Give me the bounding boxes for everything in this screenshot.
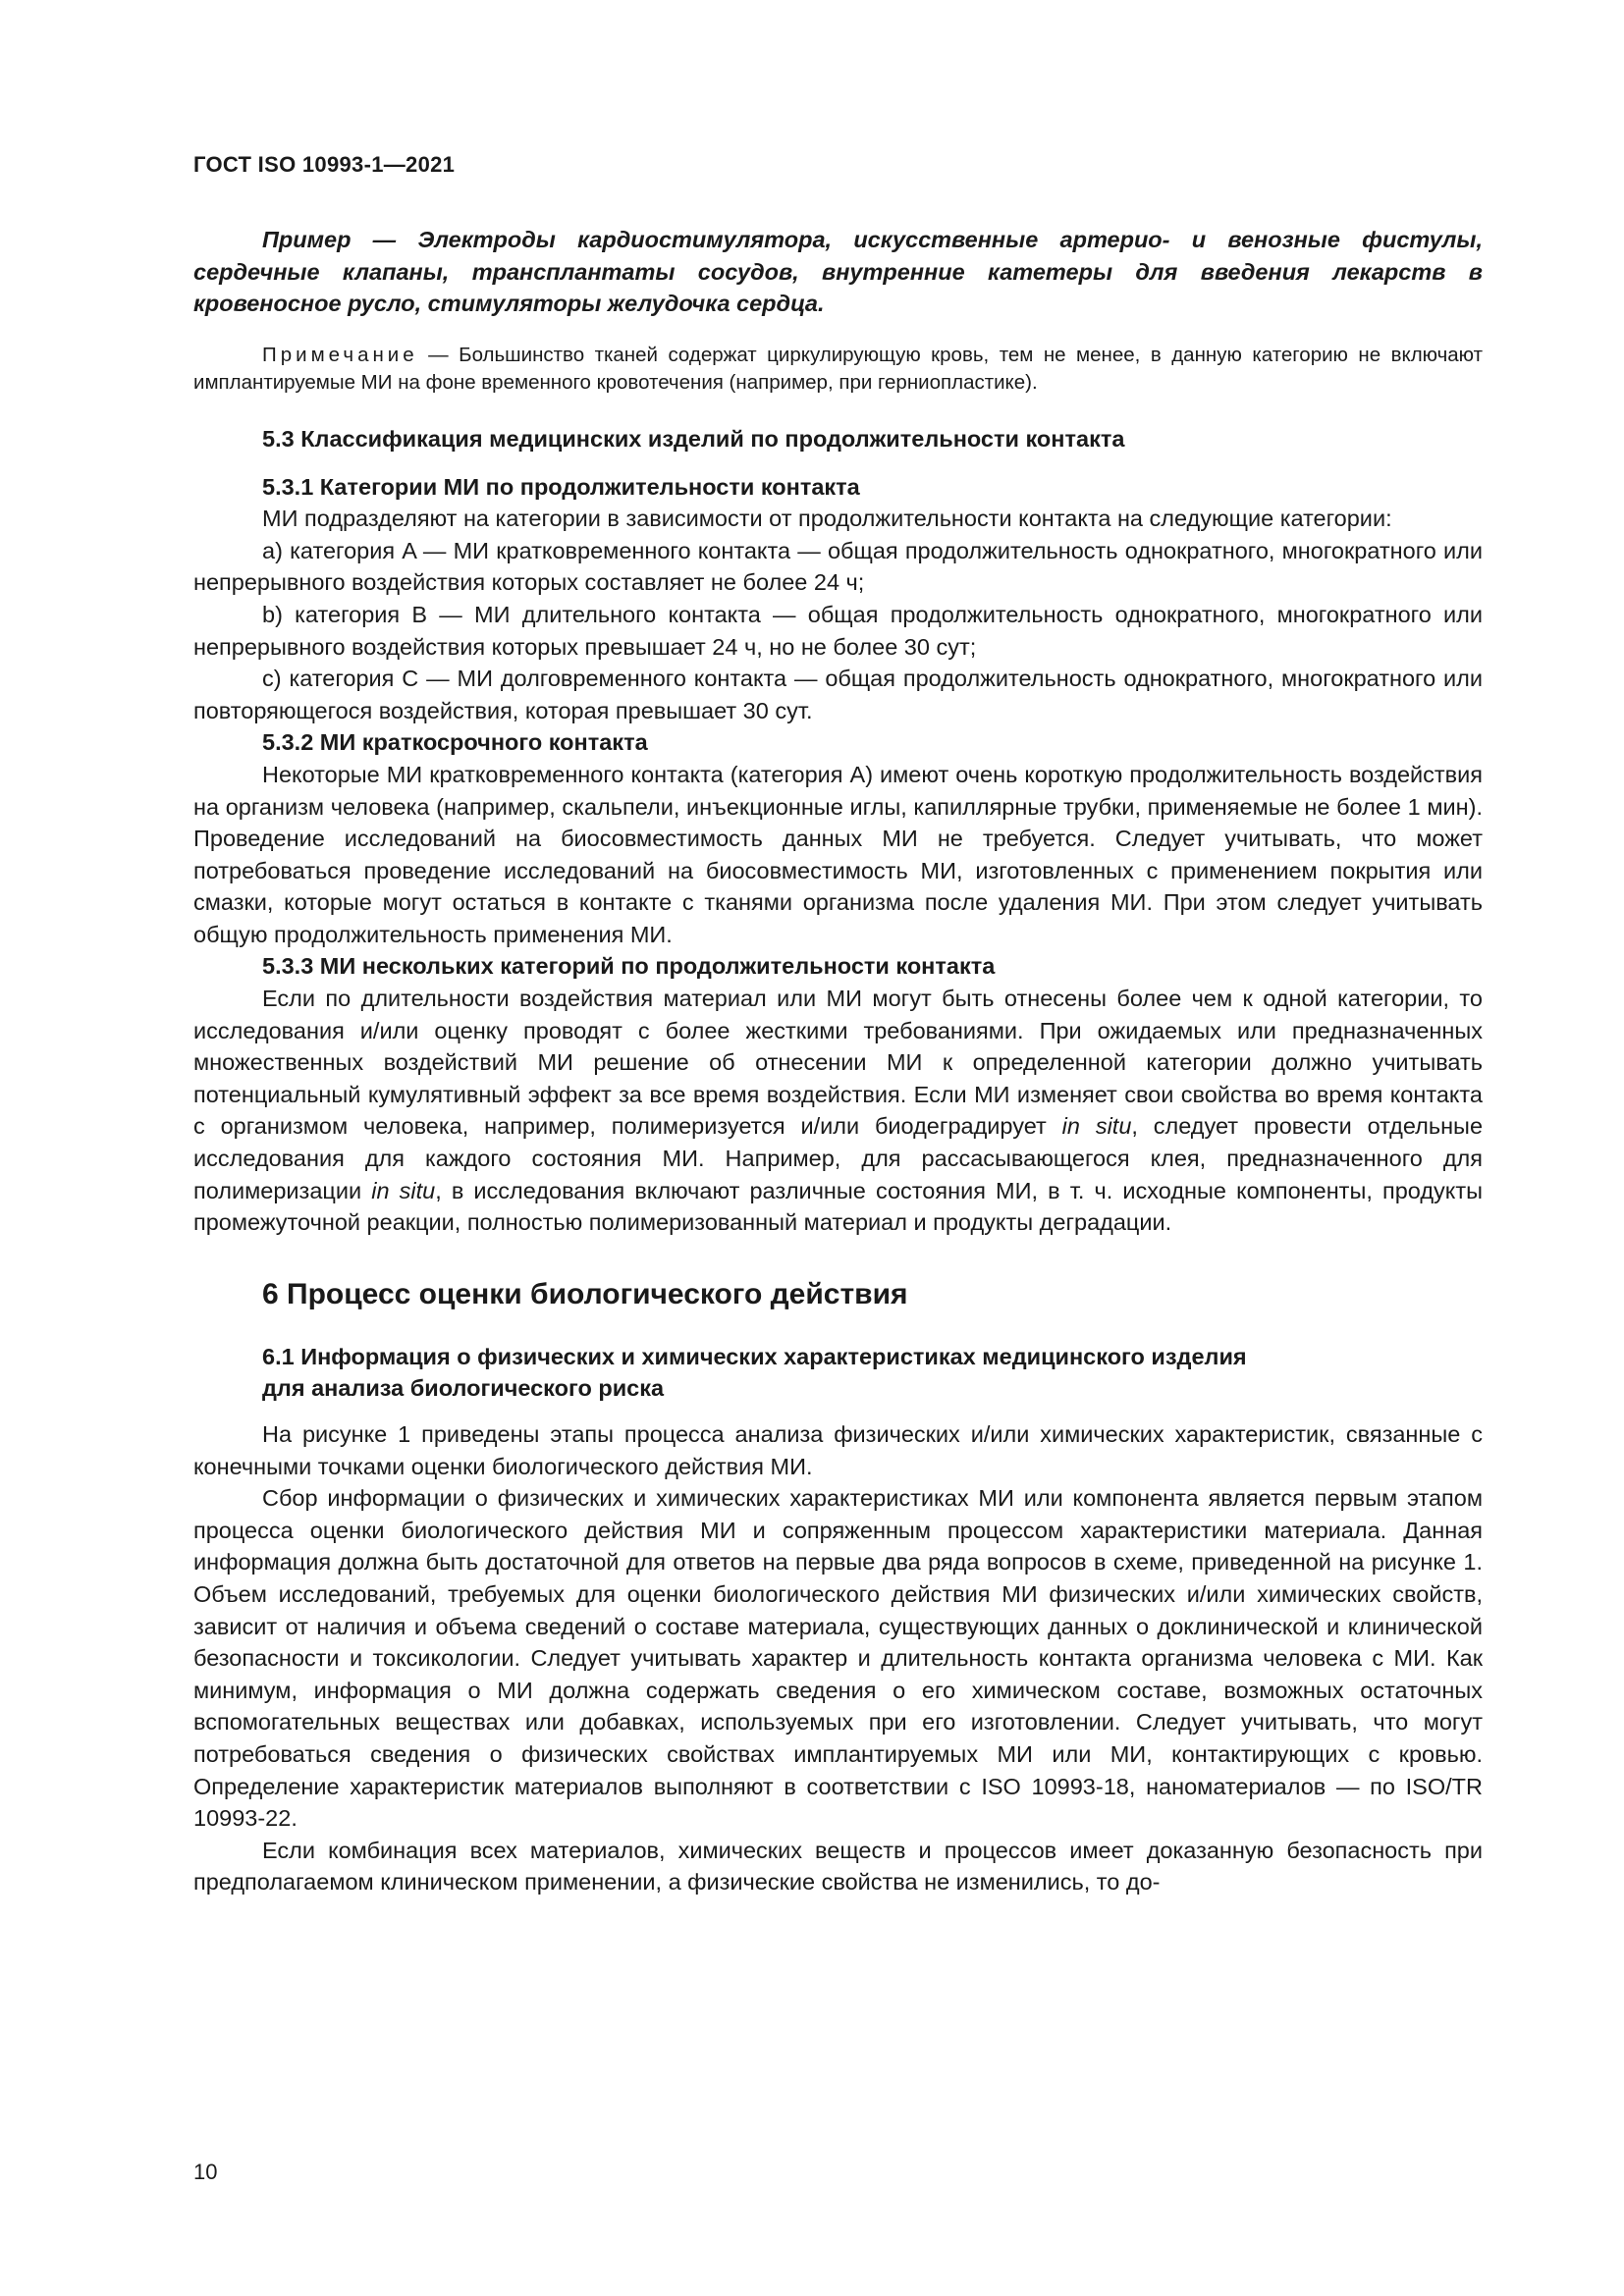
section-5-3-3-title: 5.3.3 МИ нескольких категорий по продолжительности контакта — [262, 953, 996, 980]
section-5-3-title: 5.3 Классификация медицинских изделий по продолжительности контакта — [262, 425, 1125, 452]
section-6-1-p1: На рисунке 1 приведены этапы процесса анализа физических и/или химических характеристик, связанные с конечными точками оценки биологического действия МИ. — [193, 1421, 1483, 1479]
example-paragraph: Пример — Электроды кардиостимулятора, искусственные артерио- и венозные фистулы, сердечные клапаны, трансплантаты сосудов, внутренние катетеры для введения лекарств в кровеносное русло, стимуляторы желудочка сердца. — [193, 227, 1483, 317]
note-paragraph — [193, 342, 1483, 398]
page-content — [193, 224, 1483, 1898]
section-6-1-title-line1: 6.1 Информация о физических и химических характеристиках медицинского изделия — [262, 1343, 1247, 1369]
category-c-item: c) категория C — МИ долговременного контакта — общая продолжительность однократного, многократного или повторяющегося воздействия, которая превышает 30 сут. — [193, 666, 1483, 723]
section-6-1-p2: Сбор информации о физических и химических характеристиках МИ или компонента является первым этапом процесса оценки биологического действия МИ и сопряженным процессом характеристики материала. Данная информация должна быть достаточной для ответов на первые два ряда вопросов в схеме, приведенной на рисунке 1. Объем исследований, требуемых для оценки биологического действия МИ физических и/или химических свойств, зависит от наличия и объема сведений о составе материала, существующих данных о доклинической и клинической безопасности и токсикологии. Следует учитывать характер и длительность контакта организма человека с МИ. Как минимум, информация о МИ должна содержать сведения о его химическом составе, возможных остаточных вспомогательных веществах или добавках, используемых при его изготовлении. Следует учитывать, что могут потребоваться сведения о физических свойствах имплантируемых МИ или МИ, контактирующих с кровью. Определение характеристик материалов выполняют в соответствии с ISO 10993-18, наноматериалов — по ISO/TR 10993-22. — [193, 1485, 1483, 1832]
note-label: Примечание — [262, 343, 418, 366]
section-6-1-title-line2: для анализа биологического риска — [262, 1375, 665, 1402]
page-number: 10 — [193, 2160, 218, 2184]
s3-italic-2: in situ — [371, 1177, 436, 1203]
section-6-title: 6 Процесс оценки биологического действия — [262, 1277, 908, 1310]
section-5-3-1-intro: МИ подразделяют на категории в зависимости от продолжительности контакта на следующие категории: — [262, 506, 1392, 532]
note-text: — Большинство тканей содержат циркулирующую кровь, тем не менее, в данную категорию не включают имплантируемые МИ на фоне временного кровотечения (например, при герниопластике). — [193, 343, 1483, 395]
section-5-3-2-title: 5.3.2 МИ краткосрочного контакта — [262, 729, 648, 756]
s3-text-b: , следует провести отдельные исследования для каждого состояния МИ. Например, для рассасывающегося клея, предназначенного для полимеризации — [193, 1113, 1484, 1203]
section-5-3-3-text — [193, 983, 1483, 1239]
category-a-item: a) категория A — МИ кратковременного контакта — общая продолжительность однократного, многократного или непрерывного воздействия которых составляет не более 24 ч; — [193, 537, 1483, 596]
s3-text-c: , в исследования включают различные состояния МИ, в т. ч. исходные компоненты, продукты промежуточной реакции, полностью полимеризованный материал и продукты деградации. — [193, 1177, 1483, 1236]
category-b-item: b) категория B — МИ длительного контакта — общая продолжительность однократного, многократного или непрерывного воздействия которых превышает 24 ч, но не более 30 сут; — [193, 601, 1483, 660]
section-6-1-p3: Если комбинация всех материалов, химических веществ и процессов имеет доказанную безопасность при предполагаемом клиническом применении, а физические свойства не изменились, то до- — [193, 1837, 1483, 1896]
section-6-1-title — [193, 1341, 1483, 1405]
s3-text-a: Если по длительности воздействия материал или МИ могут быть отнесены более чем к одной категории, то исследования и/или оценку проводят с более жесткими требованиями. При ожидаемых или предназначенных множественных воздействий МИ решение об отнесении МИ к определенной категории должно учитывать потенциальный кумулятивный эффект за все время воздействия. Если МИ изменяет свои свойства во время контакта с организмом человека, например, полимеризуется и/или биодеградирует — [193, 986, 1483, 1140]
section-5-3-2-text: Некоторые МИ кратковременного контакта (категория А) имеют очень короткую продолжительность воздействия на организм человека (например, скальпели, инъекционные иглы, капиллярные трубки, применяемые не более 1 мин). Проведение исследований на биосовместимость данных МИ не требуется. Следует учитывать, что может потребоваться проведение исследований на биосовместимость МИ, изготовленных с применением покрытия или смазки, которые могут остаться в контакте с тканями организма после удаления МИ. При этом следует учитывать общую продолжительность применения МИ. — [193, 761, 1483, 947]
s3-italic-1: in situ — [1061, 1113, 1132, 1140]
document-header: ГОСТ ISO 10993-1—2021 — [193, 152, 456, 177]
section-5-3-1-title: 5.3.1 Категории МИ по продолжительности контакта — [262, 473, 860, 500]
